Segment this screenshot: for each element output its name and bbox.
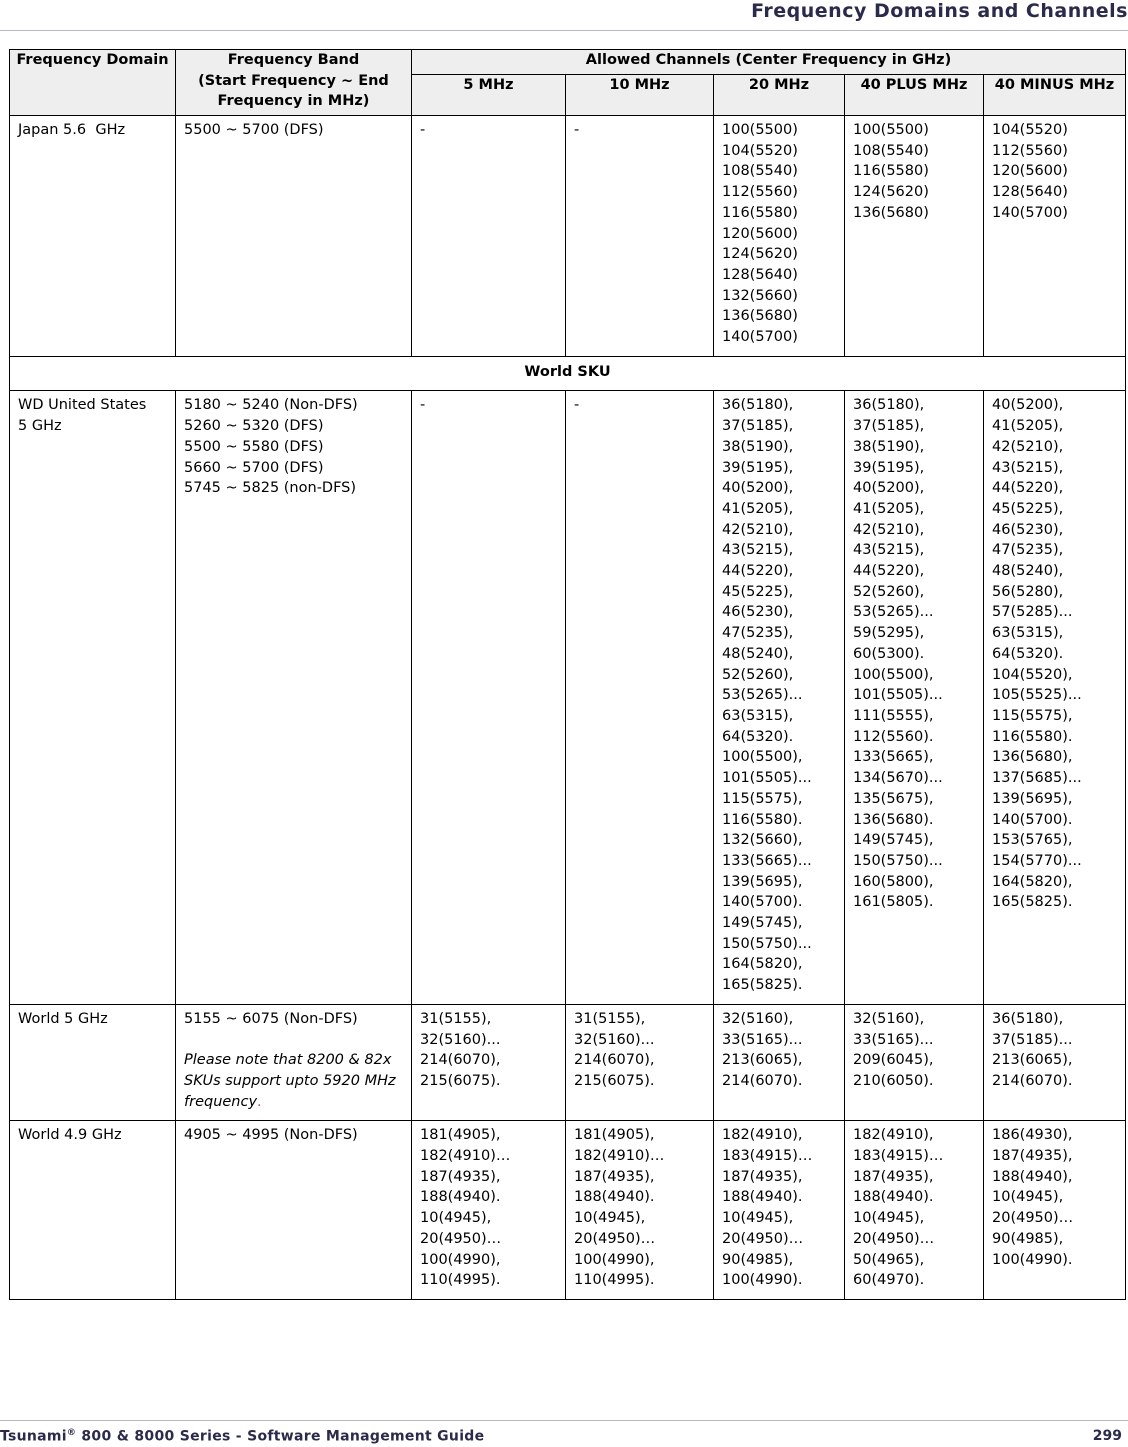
- channels-5mhz: 31(5155), 32(5160)... 214(6070), 215(6075).: [412, 1004, 566, 1121]
- header-40minus-mhz: 40 MINUS MHz: [984, 75, 1126, 116]
- channels-20mhz: 36(5180), 37(5185), 38(5190), 39(5195), 40(5200), 41(5205), 42(5210), 43(5215), 44(5220), 45(5225), 46(5230), 47(5235), 48(5240), 52(5260), 53(5265)... 63(5315), 64(5320). 100(5500), 101(5505)... 115(5575), 116(5580). 132(5660), 133(5665)... 139(5695), 140(5700). 149(5745), 150(5750)... 164(5820), 165(5825).: [714, 391, 845, 1004]
- domain-cell: World 4.9 GHz: [10, 1121, 176, 1300]
- header-5mhz: 5 MHz: [412, 75, 566, 116]
- footer-guide-title: Tsunami® 800 & 8000 Series - Software Management Guide: [0, 1428, 485, 1445]
- header-divider: [0, 30, 1128, 31]
- domain-cell: World 5 GHz: [10, 1004, 176, 1121]
- channels-20mhz: 32(5160), 33(5165)... 213(6065), 214(6070).: [714, 1004, 845, 1121]
- domain-cell: Japan 5.6 GHz: [10, 116, 176, 357]
- channels-5mhz: -: [412, 116, 566, 357]
- band-line: 5660 ~ 5700 (DFS): [184, 459, 324, 476]
- band-cell: [176, 1121, 412, 1300]
- channels-40minus: 36(5180), 37(5185)... 213(6065), 214(6070).: [984, 1004, 1126, 1121]
- channels-40plus: 36(5180), 37(5185), 38(5190), 39(5195), 40(5200), 41(5205), 42(5210), 43(5215), 44(5220), 52(5260), 53(5265)... 59(5295), 60(5300). 100(5500), 101(5505)... 111(5555), 112(5560). 133(5665), 134(5670)... 135(5675), 136(5680). 149(5745), 150(5750)... 160(5800), 161(5805).: [845, 391, 984, 1004]
- channels-40minus: 104(5520) 112(5560) 120(5600) 128(5640) 140(5700): [984, 116, 1126, 357]
- channels-40plus: 182(4910), 183(4915)… 187(4935), 188(4940). 10(4945), 20(4950)… 50(4965), 60(4970).: [845, 1121, 984, 1300]
- channels-5mhz: 181(4905), 182(4910)… 187(4935), 188(4940). 10(4945), 20(4950)… 100(4990), 110(4995).: [412, 1121, 566, 1300]
- channels-40minus: 40(5200), 41(5205), 42(5210), 43(5215), 44(5220), 45(5225), 46(5230), 47(5235), 48(5240), 56(5280), 57(5285)... 63(5315), 64(5320). 104(5520), 105(5525)... 115(5575), 116(5580). 136(5680), 137(5685)... 139(5695), 140(5700). 153(5765), 154(5770)... 164(5820), 165(5825).: [984, 391, 1126, 1004]
- section-row: [10, 356, 1126, 391]
- header-frequency-band: Frequency Band (Start Frequency ~ End Frequency in MHz): [176, 50, 412, 116]
- header-allowed-channels: Allowed Channels (Center Frequency in GHz): [412, 50, 1126, 75]
- footer-divider: [0, 1420, 1128, 1421]
- table-row: [10, 1004, 1126, 1121]
- channels-10mhz: -: [566, 391, 714, 1004]
- page-number: 299: [1092, 1428, 1122, 1444]
- channels-10mhz: 181(4905), 182(4910)… 187(4935), 188(4940). 10(4945), 20(4950)… 100(4990), 110(4995).: [566, 1121, 714, 1300]
- channels-20mhz: 100(5500) 104(5520) 108(5540) 112(5560) 116(5580) 120(5600) 124(5620) 128(5640) 132(5660) 136(5680) 140(5700): [714, 116, 845, 357]
- channels-40plus: 32(5160), 33(5165)... 209(6045), 210(6050).: [845, 1004, 984, 1121]
- band-note: Please note that 8200 & 82x SKUs support upto 5920 MHz frequency.: [184, 1052, 396, 1110]
- channels-40plus: 100(5500) 108(5540) 116(5580) 124(5620) 136(5680): [845, 116, 984, 357]
- band-line: 5745 ~ 5825 (non-DFS): [184, 480, 357, 497]
- table-row: [10, 391, 1126, 1004]
- channels-5mhz: -: [412, 391, 566, 1004]
- channels-20mhz: 182(4910), 183(4915)… 187(4935), 188(4940). 10(4945), 20(4950)… 90(4985), 100(4990).: [714, 1121, 845, 1300]
- table-row: [10, 116, 1126, 357]
- header-10mhz: 10 MHz: [566, 75, 714, 116]
- header-20mhz: 20 MHz: [714, 75, 845, 116]
- frequency-table: [9, 49, 1126, 1300]
- band-line: 5500 ~ 5700 (DFS): [184, 122, 324, 138]
- header-40plus-mhz: 40 PLUS MHz: [845, 75, 984, 116]
- channels-40minus: 186(4930), 187(4935), 188(4940), 10(4945), 20(4950)… 90(4985), 100(4990).: [984, 1121, 1126, 1300]
- table-row: [10, 1121, 1126, 1300]
- band-cell: [176, 1004, 412, 1121]
- band-cell: [176, 391, 412, 1004]
- channels-10mhz: -: [566, 116, 714, 357]
- band-line: 5500 ~ 5580 (DFS): [184, 438, 324, 455]
- band-line: 5180 ~ 5240 (Non-DFS): [184, 397, 358, 414]
- channels-10mhz: 31(5155), 32(5160)... 214(6070), 215(6075).: [566, 1004, 714, 1121]
- band-cell: [176, 116, 412, 357]
- domain-cell: WD United States 5 GHz: [10, 391, 176, 1004]
- band-line: 5260 ~ 5320 (DFS): [184, 418, 324, 435]
- band-line: 5155 ~ 6075 (Non-DFS): [184, 1010, 358, 1027]
- section-label: World SKU: [10, 356, 1126, 391]
- page-title: Frequency Domains and Channels: [751, 0, 1128, 22]
- header-frequency-domain: Frequency Domain: [10, 50, 176, 116]
- band-line: 4905 ~ 4995 (Non-DFS): [184, 1127, 358, 1144]
